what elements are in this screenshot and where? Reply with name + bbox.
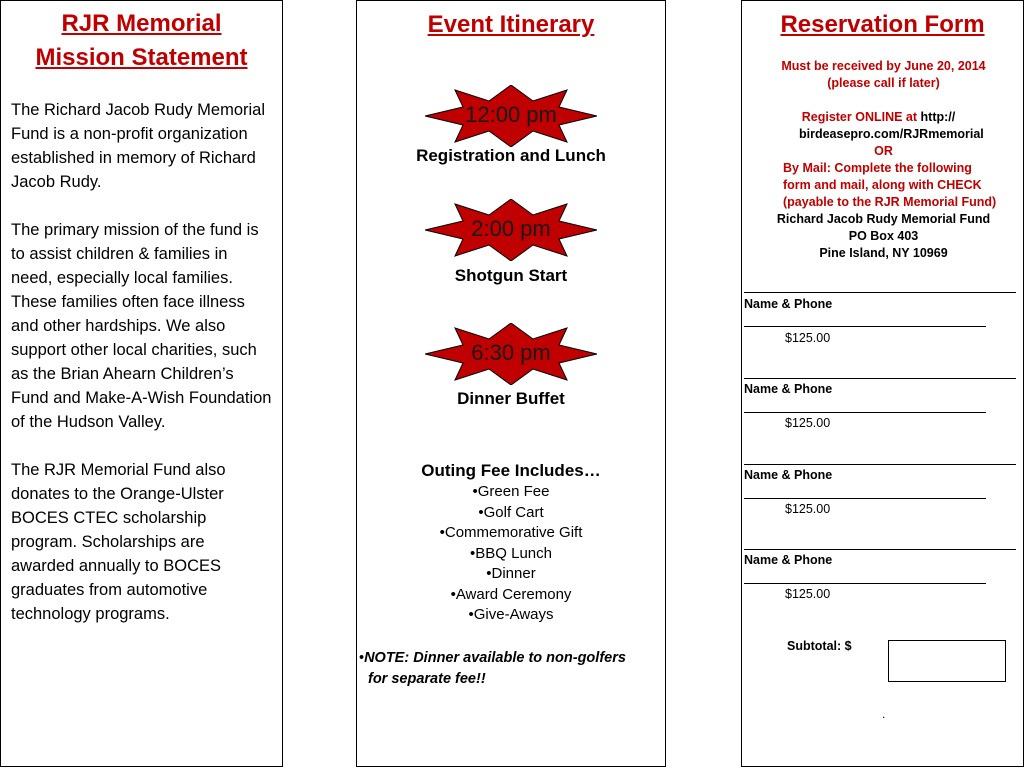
time-badge-3 [425,323,597,385]
event-time-3: 6:30 pm [471,340,551,365]
fee-includes [357,460,665,626]
or-text: OR [874,144,893,158]
signup-line[interactable] [744,464,1016,465]
event-label-3: Dinner Buffet [457,389,565,408]
entry-label: Name & Phone [744,468,833,482]
entry-label: Name & Phone [744,382,833,396]
address-line-2: PO Box 403 [848,229,919,243]
mission-title [1,7,282,75]
register-url-part2[interactable]: birdeasepro.com/RJRmemorial [799,127,984,141]
signup-line[interactable] [744,498,986,499]
fee-heading: Outing Fee Includes… [421,461,601,480]
mission-title-line2: Mission Statement [35,44,248,71]
mission-paragraph-1: The Richard Jacob Rudy Memorial Fund is a non-profit organization established in memory of Richard Jacob Rudy. [11,101,266,191]
time-badge-1 [425,85,597,147]
signup-line[interactable] [744,326,986,327]
fee-item: •Award Ceremony [450,585,572,603]
fee-item: •Give-Aways [468,606,554,623]
reservation-title: Reservation Form [780,11,985,38]
deadline-text: Must be received by June 20, 2014 [781,59,986,73]
entry-label: Name & Phone [744,553,833,567]
reservation-panel [741,0,1024,767]
mission-body [11,98,272,626]
signup-line[interactable] [744,583,986,584]
register-block [742,109,1024,262]
mission-panel [0,0,283,767]
entry-label: Name & Phone [744,297,833,311]
signup-line[interactable] [744,378,1016,379]
register-url-part1[interactable]: http:// [920,110,956,124]
itinerary-title: Event Itinerary [427,11,595,38]
event-time-2: 2:00 pm [471,216,551,241]
footer-dot: . [882,707,886,721]
time-badge-2 [425,199,597,261]
entry-amount: $125.00 [785,331,831,345]
signup-line[interactable] [744,292,1016,293]
note-line-1: NOTE: Dinner available to non-golfers [364,650,626,666]
dinner-note [359,648,659,690]
mail-line-1: By Mail: Complete the following [783,161,972,175]
subtotal-box[interactable] [888,640,1006,682]
mail-line-2: form and mail, along with CHECK [783,178,982,192]
address-line-3: Pine Island, NY 10969 [819,246,948,260]
itinerary-panel [356,0,666,767]
mail-line-3: (payable to the RJR Memorial Fund) [783,195,997,209]
signup-line[interactable] [744,412,986,413]
signup-line[interactable] [744,549,1016,550]
fee-item: •Commemorative Gift [439,524,583,541]
fee-item: •BBQ Lunch [470,544,552,562]
event-time-1: 12:00 pm [465,102,557,127]
subtotal-label: Subtotal: $ [787,639,852,653]
note-line-2: for separate fee!! [368,671,486,687]
address-line-1: Richard Jacob Rudy Memorial Fund [776,212,991,226]
note-bullet: • [359,650,365,666]
mission-paragraph-3: The RJR Memorial Fund also donates to the Orange-Ulster BOCES CTEC scholarship program. Scholarships are awarded annually to BOCES graduates from automotive technology programs. [11,461,226,623]
mission-paragraph-2: The primary mission of the fund is to assist children & families in need, especially local families. These families often face illness and other hardships. We also support other local charities, such as the Brian Ahearn Children’s Fund and Make-A-Wish Foundation of the Hudson Valley. [11,221,272,431]
fee-item: •Green Fee [472,483,550,500]
deadline-block [742,58,1024,92]
entry-amount: $125.00 [785,587,831,601]
fee-item: •Dinner [486,565,536,582]
entry-amount: $125.00 [785,416,831,430]
register-prefix: Register ONLINE at [801,110,918,124]
event-label-1: Registration and Lunch [416,146,606,165]
fee-item: •Golf Cart [478,503,544,521]
event-label-2: Shotgun Start [454,266,568,285]
mission-title-line1: RJR Memorial [61,10,222,37]
entry-amount: $125.00 [785,502,831,516]
deadline-note: (please call if later) [827,76,940,90]
